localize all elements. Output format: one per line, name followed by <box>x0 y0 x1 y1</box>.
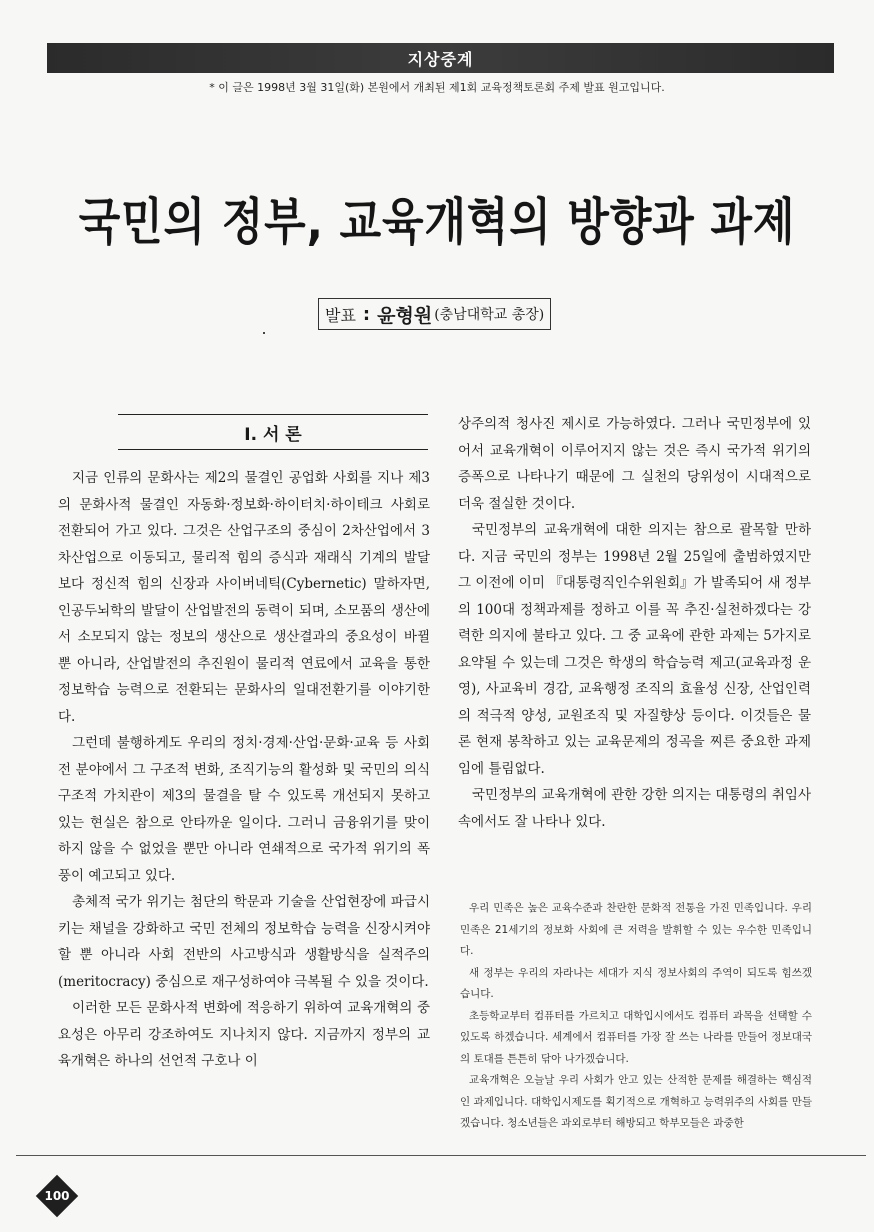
left-column <box>58 465 430 1075</box>
presenter-colon: : <box>362 303 371 325</box>
section-label: 지상중계 <box>407 49 474 69</box>
page-number: 100 <box>44 1189 70 1203</box>
speech-paragraph: 교육개혁은 오늘날 우리 사회가 안고 있는 산적한 문제를 해결하는 핵심적인 과제입니다. 대학입시제도를 획기적으로 개혁하고 능력위주의 사회를 만들겠습니다. 청소년들은 과외로부터 해방되고 학부모들은 과중한 <box>460 1074 812 1129</box>
footer-rule <box>16 1155 866 1156</box>
page-number-badge <box>36 1175 78 1217</box>
paragraph: 총체적 국가 위기는 첨단의 학문과 기술을 산업현장에 파급시키는 채널을 강화하고 국민 전체의 정보학습 능력을 신장시켜야할 뿐 아니라 사회 전반의 사고방식과 생활방식을 실적주의(meritocracy) 중심으로 재구성하여야 극복될 수 있을 것이다. <box>58 894 430 990</box>
source-note: * 이 글은 1998년 3월 31일(화) 본원에서 개최된 제1회 교육정책토론회 주제 발표 원고입니다. <box>209 81 665 94</box>
presenter-box <box>318 298 551 330</box>
paragraph: 상주의적 청사진 제시로 가능하였다. 그러나 국민정부에 있어서 교육개혁이 이루어지지 않는 것은 즉시 국가적 위기의 증폭으로 나타나기 때문에 그 실천의 당위성이 시대적으로 더욱 절실한 것이다. <box>458 416 811 512</box>
right-column <box>458 411 811 835</box>
section-heading: Ⅰ. 서 론 <box>118 414 428 450</box>
speech-excerpt <box>460 898 812 1135</box>
article-title: 국민의 정부, 교육개혁의 방향과 과제 <box>78 193 796 251</box>
stray-dot <box>263 332 265 334</box>
paragraph: 그런데 불행하게도 우리의 정치·경제·산업·문화·교육 등 사회 전 분야에서 그 구조적 변화, 조직기능의 활성화 및 국민의 의식구조적 가치관이 제3의 물결을 탈 수 있도록 개선되지 못하고 있는 현실은 참으로 안타까운 일이다. 그러니 금융위기를 맞이하지 않을 수 없었을 뿐만 아니라 연쇄적으로 국가적 위기의 폭풍이 예고되고 있다. <box>58 735 430 884</box>
paragraph: 국민정부의 교육개혁에 관한 강한 의지는 대통령의 취임사 속에서도 잘 나타나 있다. <box>458 787 811 830</box>
speech-paragraph: 새 정부는 우리의 자라나는 세대가 지식 정보사회의 주역이 되도록 힘쓰겠습니다. <box>460 966 812 1000</box>
presenter-name: 윤형원 <box>377 304 433 327</box>
section-banner <box>47 43 834 73</box>
speech-paragraph: 초등학교부터 컴퓨터를 가르치고 대학입시에서도 컴퓨터 과목을 선택할 수 있도록 하겠습니다. 세계에서 컴퓨터를 가장 잘 쓰는 나라를 만들어 정보대국의 토대를 튼튼히 닦아 나가겠습니다. <box>460 1009 812 1065</box>
presenter-affiliation: (충남대학교 총장) <box>434 307 545 323</box>
speech-paragraph: 우리 민족은 높은 교육수준과 찬란한 문화적 전통을 가진 민족입니다. 우리 민족은 21세기의 정보화 사회에 큰 저력을 발휘할 수 있는 우수한 민족입니다. <box>460 902 812 957</box>
paragraph: 국민정부의 교육개혁에 대한 의지는 참으로 괄목할 만하다. 지금 국민의 정부는 1998년 2월 25일에 출범하였지만 그 이전에 이미 『대통령직인수위원회』가 발족되어 새 정부의 100대 정책과제를 정하고 이를 꼭 추진·실천하겠다는 강력한 의지에 불타고 있다. 그 중 교육에 관한 과제는 5가지로 요약될 수 있는데 그것은 학생의 학습능력 제고(교육과정 운영), 사교육비 경감, 교육행정 조직의 효율성 신장, 산업인력의 적극적 양성, 교원조직 및 자질향상 등이다. 이것들은 물론 현재 봉착하고 있는 교육문제의 정곡을 찌른 중요한 과제임에 틀림없다. <box>458 522 811 777</box>
paragraph: 지금 인류의 문화사는 제2의 물결인 공업화 사회를 지나 제3의 문화사적 물결인 자동화·정보화·하이터치·하이테크 사회로 전환되어 가고 있다. 그것은 산업구조의 중심이 2차산업에서 3차산업으로 이동되고, 물리적 힘의 증식과 재래식 기계의 발달보다 정신적 힘의 신장과 사이버네틱(Cybernetic) 말하자면, 인공두뇌학의 발달이 산업발전의 동력이 되며, 소모품의 생산에서 소모되지 않는 정보의 생산으로 생산결과의 중요성이 바뀔 뿐 아니라, 산업발전의 추진원이 물리적 연료에서 교육을 통한 정보학습 능력으로 전환되는 문화사의 일대전환기를 이야기한다. <box>58 470 430 725</box>
paragraph: 이러한 모든 문화사적 변화에 적응하기 위하여 교육개혁의 중요성은 아무리 강조하여도 지나치지 않다. 지금까지 정부의 교육개혁은 하나의 선언적 구호나 이 <box>58 1000 430 1069</box>
presenter-label: 발표 <box>325 305 356 325</box>
